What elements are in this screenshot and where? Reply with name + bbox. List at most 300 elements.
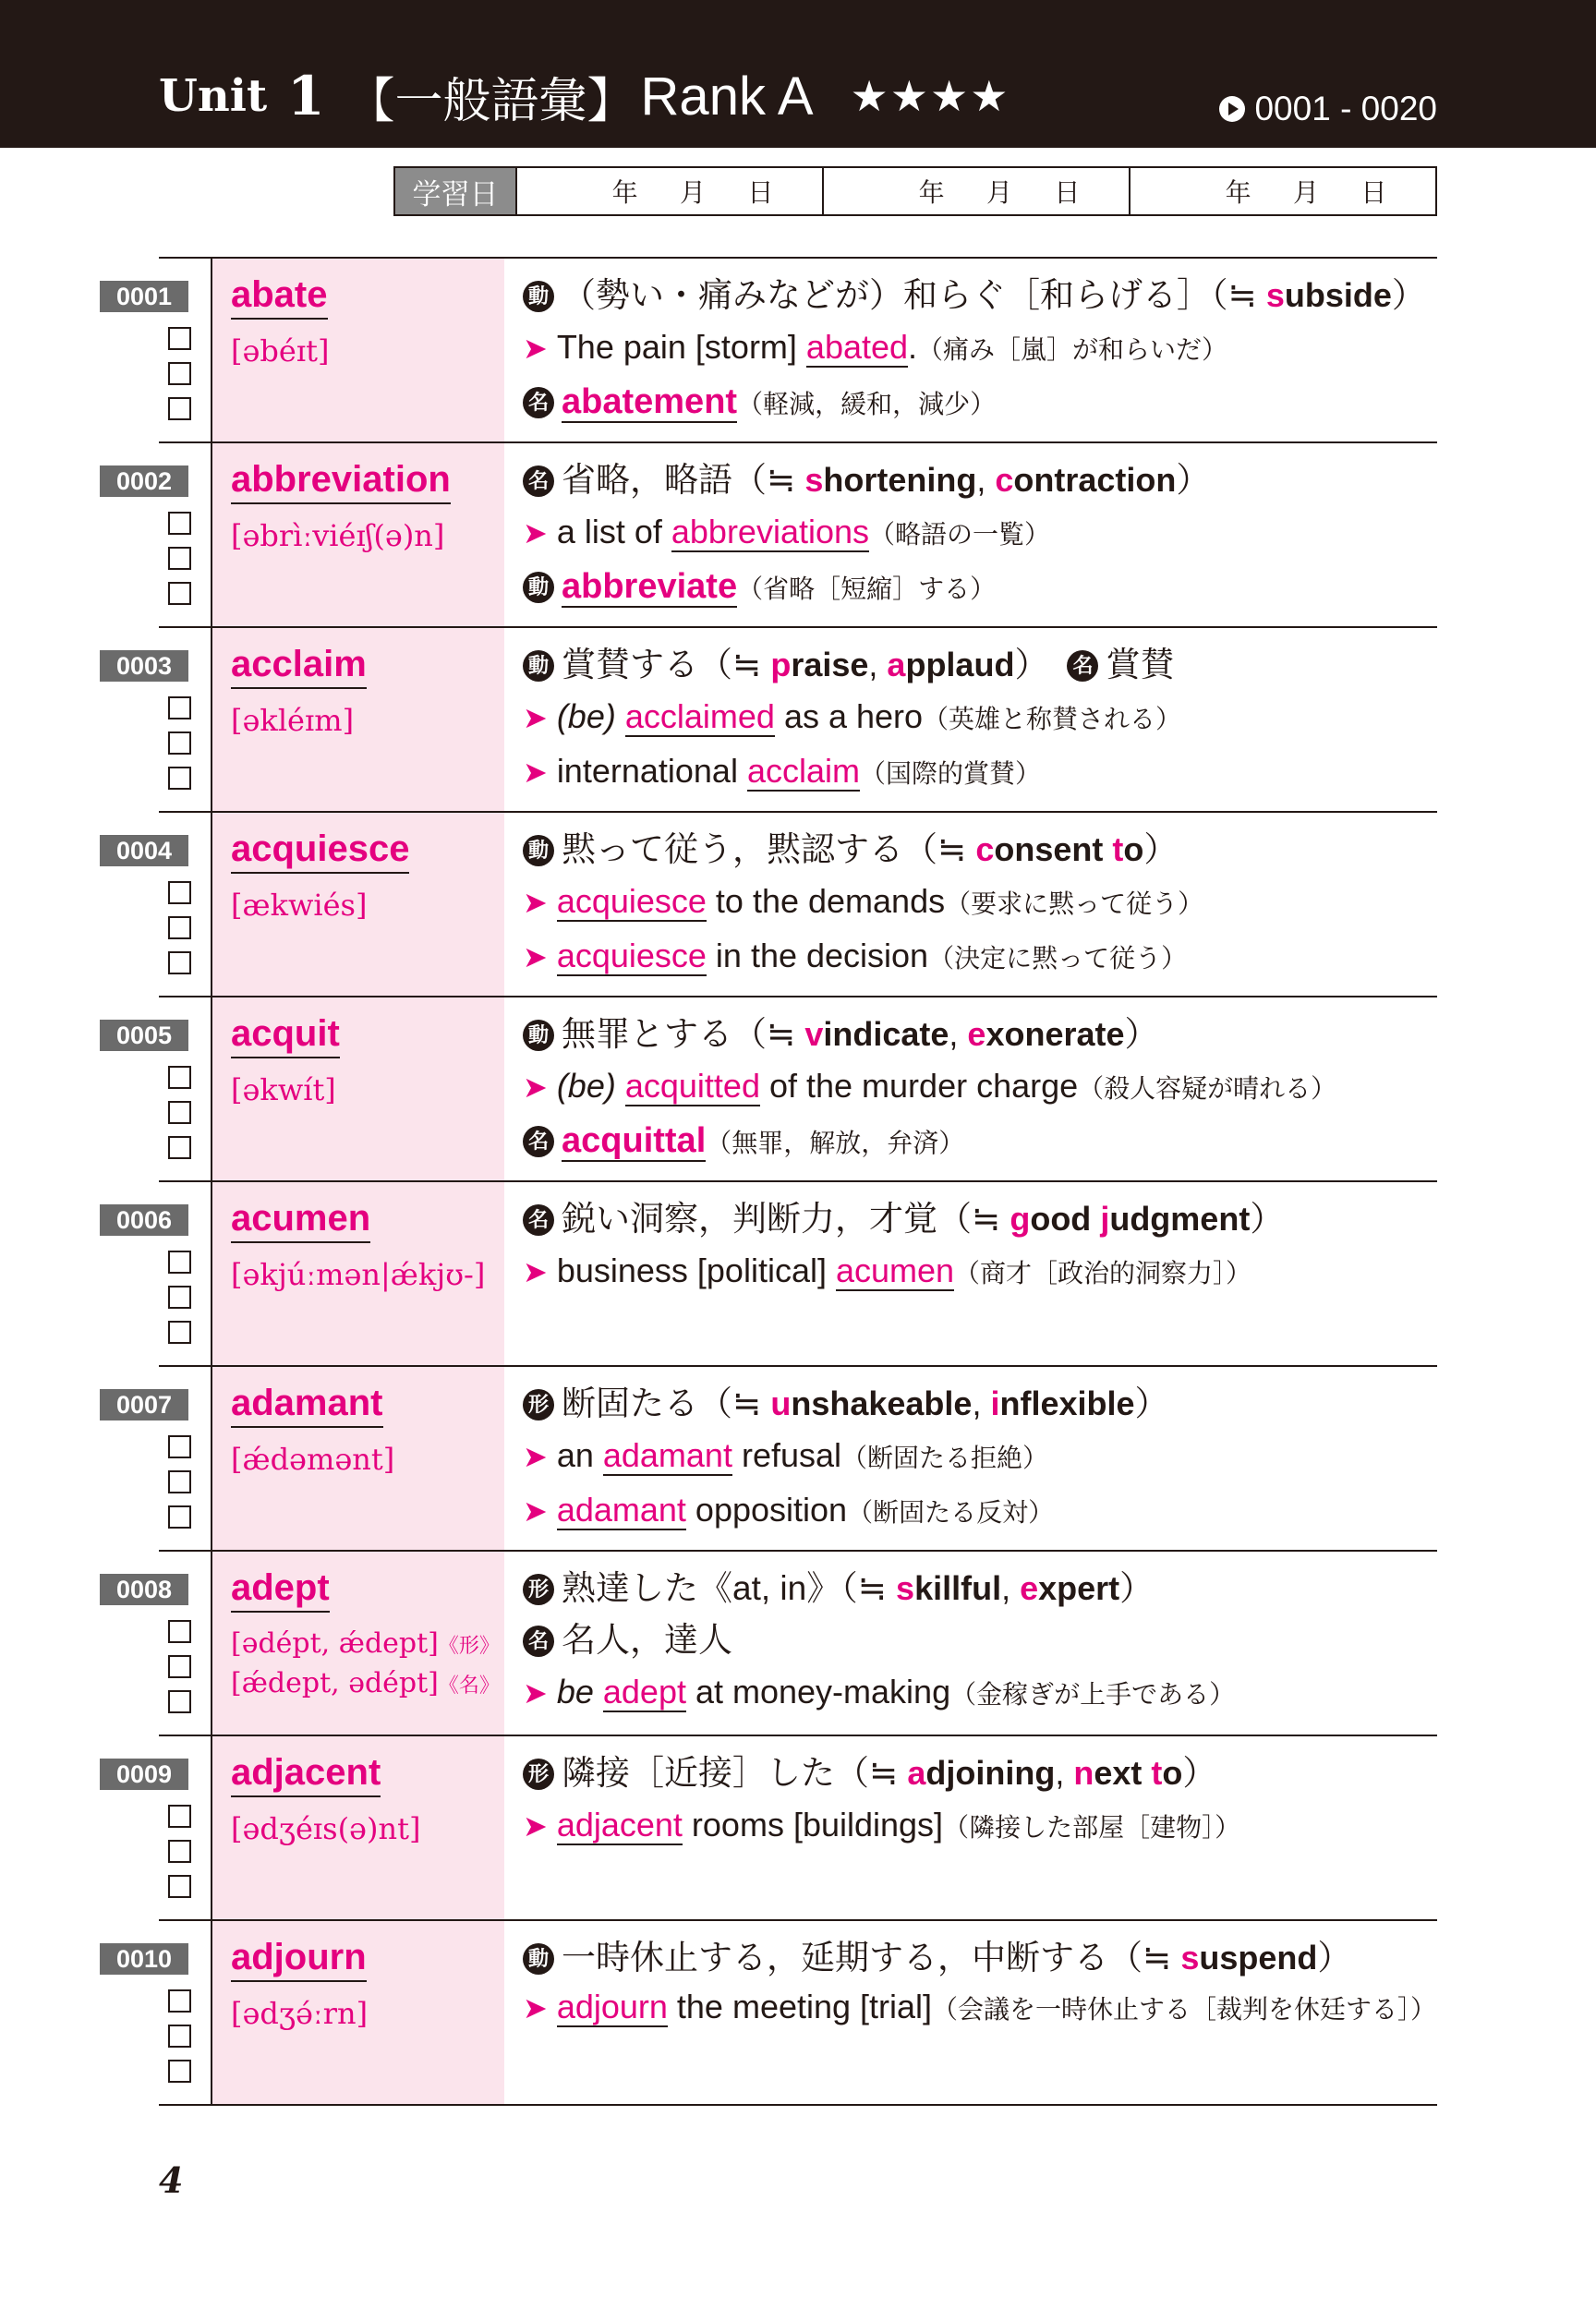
definition-line xyxy=(523,1563,1437,1614)
example-prefix: (be) xyxy=(556,697,616,735)
arrow-icon: ➤ xyxy=(523,886,548,919)
arrow-icon: ➤ xyxy=(523,1070,548,1104)
entry-number-column xyxy=(115,259,211,441)
definition-close: ） xyxy=(1134,1384,1169,1422)
synonym-initial: n xyxy=(1073,1754,1094,1792)
entry-number: 0004 xyxy=(100,835,188,866)
vocab-entry xyxy=(115,443,1437,628)
example-translation: （断固たる反対） xyxy=(847,1498,1055,1527)
example-keyword: acumen xyxy=(835,1251,955,1289)
arrow-icon: ➤ xyxy=(523,516,548,550)
vocab-entry xyxy=(115,813,1437,997)
definition-column xyxy=(504,1552,1437,1735)
synonym-rest: ubside xyxy=(1284,276,1392,314)
example-text: to the demands xyxy=(706,882,946,920)
checkboxes xyxy=(168,512,191,617)
vocabulary-list xyxy=(115,257,1437,2106)
example-translation: （国際的賞賛） xyxy=(859,759,1041,788)
arrow-icon: ➤ xyxy=(523,1676,548,1710)
definition-column xyxy=(504,1182,1437,1365)
study-date-table xyxy=(393,166,1437,216)
headword: adjacent xyxy=(231,1751,381,1797)
entry-number: 0003 xyxy=(100,650,188,682)
definition-close: ） xyxy=(1143,830,1179,868)
arrow-icon: ➤ xyxy=(523,1255,548,1288)
example-translation: （金稼ぎが上手である） xyxy=(950,1680,1236,1709)
unit-word: Unit xyxy=(159,70,268,122)
synonym-separator: , xyxy=(1001,1569,1021,1607)
definition-line xyxy=(523,1193,1437,1245)
example-keyword: adjacent xyxy=(556,1806,683,1844)
pos-adjective-icon: 形 xyxy=(523,1759,554,1790)
month-label: 月 xyxy=(1292,177,1319,208)
pronunciation-tag: 《形》 xyxy=(438,1635,500,1658)
derivative-line xyxy=(523,1115,1437,1169)
headword-column xyxy=(211,443,504,626)
play-icon[interactable] xyxy=(1219,96,1245,122)
example-text: as a hero xyxy=(774,697,924,735)
pos-noun-icon: 名 xyxy=(523,387,554,418)
example-text: business [political] xyxy=(556,1251,836,1289)
example-keyword: adamant xyxy=(556,1491,686,1529)
headword-column xyxy=(211,997,504,1180)
synonym-initial: t xyxy=(1151,1754,1163,1792)
year-label: 年 xyxy=(918,177,945,208)
synonym-initial: s xyxy=(1265,276,1285,314)
checkbox[interactable] xyxy=(168,1655,191,1678)
checkbox[interactable] xyxy=(168,767,191,790)
example-translation: （略語の一覧） xyxy=(869,520,1051,549)
entry-number-column xyxy=(115,443,211,626)
study-date-label: 学習日 xyxy=(395,168,517,214)
definition-line xyxy=(523,454,1437,506)
synonym-rest: pplaud xyxy=(905,646,1015,683)
checkbox[interactable] xyxy=(168,916,191,939)
definition-column xyxy=(504,813,1437,996)
checkbox[interactable] xyxy=(168,696,191,719)
example-keyword: acquitted xyxy=(624,1067,760,1105)
example-text: The pain [storm] xyxy=(556,328,806,366)
definition-close: ） xyxy=(1250,1200,1285,1238)
definition-close: ） xyxy=(1176,461,1211,499)
definition-column xyxy=(504,997,1437,1180)
checkboxes xyxy=(168,1805,191,1910)
definition-close: ） xyxy=(1014,646,1049,683)
pronunciation xyxy=(231,1626,504,1665)
checkbox[interactable] xyxy=(168,881,191,904)
synonym-separator: , xyxy=(868,646,888,683)
study-date-cell[interactable] xyxy=(822,168,1129,214)
definition-column xyxy=(504,628,1437,811)
example-line xyxy=(523,876,1437,930)
entry-number: 0001 xyxy=(100,281,188,312)
headword: abate xyxy=(231,273,328,320)
definition-column xyxy=(504,1736,1437,1919)
checkbox[interactable] xyxy=(168,512,191,535)
headword: abbreviation xyxy=(231,458,451,504)
checkbox[interactable] xyxy=(168,362,191,385)
definition-close: ） xyxy=(1391,276,1426,314)
example-line xyxy=(523,1984,1437,2033)
checkbox[interactable] xyxy=(168,1690,191,1713)
entry-number-column xyxy=(115,628,211,811)
pronunciation: [əbéɪt] xyxy=(231,333,330,369)
example-text: rooms [buildings] xyxy=(682,1806,944,1844)
headword: adept xyxy=(231,1566,330,1613)
example-translation: （隣接した部屋［建物］） xyxy=(943,1813,1241,1842)
entry-number: 0006 xyxy=(100,1204,188,1236)
pos-noun-icon: 名 xyxy=(523,1626,554,1657)
definition-text: 黙って従う，黙認する（≒ xyxy=(562,830,976,868)
definition-line xyxy=(523,1614,1437,1666)
checkboxes xyxy=(168,1251,191,1356)
pos-verb-icon: 動 xyxy=(523,1020,554,1051)
headword: acquit xyxy=(231,1012,340,1058)
definition-text: 賞賛する（≒ xyxy=(562,646,771,683)
example-line xyxy=(523,691,1437,745)
example-translation: （殺人容疑が晴れる） xyxy=(1078,1074,1337,1103)
headword: acquiesce xyxy=(231,828,409,874)
synonym-rest: ood xyxy=(1030,1200,1101,1238)
example-text: . xyxy=(908,328,918,366)
definition-line xyxy=(523,1747,1437,1799)
definition-text: （勢い・痛みなどが）和らぐ［和らげる］（≒ xyxy=(562,276,1266,314)
example-translation: （商才［政治的洞察力］） xyxy=(954,1259,1252,1287)
pronunciation-adjective: [ədépt, ǽdept] xyxy=(231,1627,439,1660)
day-label: 日 xyxy=(1360,177,1387,208)
pronunciation: [ækwiés] xyxy=(231,888,368,923)
checkboxes xyxy=(168,1066,191,1171)
derivative-meaning: （省略［短縮］する） xyxy=(737,574,997,603)
year-label: 年 xyxy=(1225,177,1251,208)
checkbox[interactable] xyxy=(168,1505,191,1529)
synonym-initial: v xyxy=(804,1015,824,1053)
pos-verb-icon: 動 xyxy=(523,572,554,603)
example-line xyxy=(523,321,1437,376)
example-translation: （断固たる拒絶） xyxy=(841,1444,1049,1472)
entry-number: 0002 xyxy=(100,465,188,497)
entry-number: 0007 xyxy=(100,1389,188,1420)
checkbox[interactable] xyxy=(168,327,191,350)
definition-text: 隣接［近接］した（≒ xyxy=(562,1754,908,1792)
synonym-rest: killful xyxy=(914,1569,1002,1607)
checkbox[interactable] xyxy=(168,1136,191,1159)
checkbox[interactable] xyxy=(168,1321,191,1344)
headword: adjourn xyxy=(231,1936,367,1982)
entry-number-column xyxy=(115,1736,211,1919)
headword-column xyxy=(211,628,504,811)
definition-text: 名人，達人 xyxy=(562,1621,732,1659)
checkbox[interactable] xyxy=(168,1066,191,1089)
checkbox[interactable] xyxy=(168,951,191,974)
synonym-rest: uspend xyxy=(1199,1939,1318,1977)
definition-text: 熟達した《at, in》（≒ xyxy=(562,1569,897,1607)
page-number: 4 xyxy=(159,2159,184,2201)
vocab-entry xyxy=(115,1367,1437,1552)
pos-noun-icon: 名 xyxy=(523,1204,554,1236)
unit-header xyxy=(0,0,1596,148)
synonym-separator: , xyxy=(1055,1754,1074,1792)
example-line xyxy=(523,1666,1437,1721)
synonym-initial: g xyxy=(1010,1200,1031,1238)
example-keyword: adept xyxy=(602,1673,686,1711)
example-keyword: adjourn xyxy=(556,1988,668,2025)
headword: acumen xyxy=(231,1197,370,1243)
example-keyword: acquiesce xyxy=(556,882,707,920)
example-text: refusal xyxy=(732,1436,842,1474)
definition-text: 断固たる（≒ xyxy=(562,1384,771,1422)
example-prefix: (be) xyxy=(556,1067,616,1105)
example-prefix: be xyxy=(556,1673,594,1711)
checkboxes xyxy=(168,1620,191,1725)
definition-column xyxy=(504,1921,1437,2104)
vocab-entry xyxy=(115,997,1437,1182)
arrow-icon: ➤ xyxy=(523,701,548,734)
checkbox[interactable] xyxy=(168,397,191,420)
pronunciation xyxy=(231,1665,504,1705)
definition-line xyxy=(523,1009,1437,1060)
pos-noun-icon: 名 xyxy=(523,1126,554,1157)
synonym-rest: udgment xyxy=(1109,1200,1251,1238)
definition-close: ） xyxy=(1317,1939,1352,1977)
synonym-rest: ext xyxy=(1094,1754,1152,1792)
example-translation: （決定に黙って従う） xyxy=(928,944,1188,973)
definition-column xyxy=(504,1367,1437,1550)
checkbox[interactable] xyxy=(168,1470,191,1493)
unit-number: 1 xyxy=(287,65,325,127)
pos-adjective-icon: 形 xyxy=(523,1574,554,1605)
derivative-word: abbreviate xyxy=(562,567,738,606)
definition-close: ） xyxy=(1119,1569,1155,1607)
headword-column xyxy=(211,813,504,996)
pos-verb-icon: 動 xyxy=(523,1943,554,1975)
checkbox[interactable] xyxy=(168,1101,191,1124)
checkbox[interactable] xyxy=(168,1875,191,1898)
month-label: 月 xyxy=(985,177,1012,208)
vocab-entry xyxy=(115,1552,1437,1736)
pos-noun-icon: 名 xyxy=(523,465,554,497)
synonym-initial: j xyxy=(1100,1200,1110,1238)
day-label: 日 xyxy=(747,177,774,208)
example-text: in the decision xyxy=(706,937,929,974)
example-translation: （英雄と称賛される） xyxy=(923,705,1182,733)
example-text: of the murder charge xyxy=(759,1067,1079,1105)
derivative-word: abatement xyxy=(562,382,738,421)
example-text: an xyxy=(556,1436,603,1474)
checkbox[interactable] xyxy=(168,2025,191,2048)
checkbox[interactable] xyxy=(168,1251,191,1274)
unit-category: 【一般語彙】 xyxy=(346,73,635,129)
example-translation: （会議を一時休止する［裁判を休廷する］） xyxy=(932,1995,1437,2024)
unit-title xyxy=(159,59,1010,133)
example-line xyxy=(523,1430,1437,1484)
pronunciation: [əkwít] xyxy=(231,1072,336,1107)
definition-line xyxy=(523,270,1437,321)
checkbox[interactable] xyxy=(168,547,191,570)
rank-stars: ★★★★ xyxy=(850,71,1010,121)
example-line xyxy=(523,1060,1437,1115)
headword: adamant xyxy=(231,1382,383,1428)
checkboxes xyxy=(168,1435,191,1541)
pronunciation: [əkjúːmən|ǽkjʊ-] xyxy=(231,1257,486,1292)
synonym-rest: o xyxy=(1123,830,1144,868)
headword-column xyxy=(211,1367,504,1550)
pos-noun-icon: 名 xyxy=(1067,650,1098,682)
arrow-icon: ➤ xyxy=(523,940,548,973)
vocab-entry xyxy=(115,1736,1437,1921)
synonym-rest: o xyxy=(1162,1754,1183,1792)
checkbox[interactable] xyxy=(168,2060,191,2083)
synonym-rest: djoining xyxy=(925,1754,1056,1792)
pos-adjective-icon: 形 xyxy=(523,1389,554,1420)
synonym-rest: hortening xyxy=(823,461,977,499)
checkboxes xyxy=(168,1989,191,2095)
pronunciation: [əkléɪm] xyxy=(231,703,355,738)
synonym-rest: onsent xyxy=(994,830,1113,868)
vocab-entry xyxy=(115,1182,1437,1367)
study-date-cell[interactable] xyxy=(517,168,822,214)
example-text: the meeting [trial] xyxy=(667,1988,933,2025)
entry-number-column xyxy=(115,1182,211,1365)
pos-verb-icon: 動 xyxy=(523,835,554,866)
definition-line xyxy=(523,1378,1437,1430)
synonym-rest: ontraction xyxy=(1013,461,1177,499)
example-keyword: abbreviations xyxy=(671,513,870,550)
synonym-initial: c xyxy=(975,830,995,868)
example-text: opposition xyxy=(685,1491,848,1529)
entry-number-column xyxy=(115,1552,211,1735)
arrow-icon: ➤ xyxy=(523,1809,548,1843)
definition-text: 鋭い洞察，判断力，才覚（≒ xyxy=(562,1200,1010,1238)
example-line xyxy=(523,1245,1437,1300)
month-label: 月 xyxy=(679,177,706,208)
example-keyword: acquiesce xyxy=(556,937,707,974)
headword: acclaim xyxy=(231,643,367,689)
study-date-cell[interactable] xyxy=(1129,168,1435,214)
definition-close: ） xyxy=(1182,1754,1217,1792)
example-line xyxy=(523,930,1437,985)
synonym-rest: raise xyxy=(791,646,869,683)
entry-number-column xyxy=(115,997,211,1180)
checkbox[interactable] xyxy=(168,731,191,755)
checkbox[interactable] xyxy=(168,582,191,605)
synonym-rest: nshakeable xyxy=(791,1384,973,1422)
synonym-rest: xonerate xyxy=(985,1015,1125,1053)
checkbox[interactable] xyxy=(168,1286,191,1309)
arrow-icon: ➤ xyxy=(523,332,548,365)
checkboxes xyxy=(168,696,191,802)
derivative-word: acquittal xyxy=(562,1121,707,1160)
example-translation: （要求に黙って従う） xyxy=(945,889,1204,918)
example-line xyxy=(523,745,1437,800)
synonym-initial: t xyxy=(1112,830,1124,868)
synonym-initial: s xyxy=(804,461,824,499)
pronunciation: [ədʒə́ːrn] xyxy=(231,1996,369,2031)
year-label: 年 xyxy=(611,177,638,208)
example-text: international xyxy=(556,752,747,790)
checkbox[interactable] xyxy=(168,1805,191,1828)
unit-rank: Rank A xyxy=(640,66,814,127)
checkbox[interactable] xyxy=(168,1620,191,1643)
checkboxes xyxy=(168,327,191,432)
definition-text: 無罪とする（≒ xyxy=(562,1015,805,1053)
example-keyword: adamant xyxy=(602,1436,732,1474)
checkbox[interactable] xyxy=(168,1435,191,1458)
vocab-entry xyxy=(115,1921,1437,2106)
synonym-separator: , xyxy=(976,461,996,499)
example-keyword: acclaim xyxy=(746,752,860,790)
pos-verb-icon: 動 xyxy=(523,281,554,312)
pos-verb-icon: 動 xyxy=(523,650,554,682)
vocab-entry xyxy=(115,628,1437,813)
definition-column xyxy=(504,443,1437,626)
synonym-initial: i xyxy=(990,1384,1000,1422)
entry-number: 0010 xyxy=(100,1943,188,1975)
headword-column xyxy=(211,1921,504,2104)
checkbox[interactable] xyxy=(168,1840,191,1863)
synonym-initial: p xyxy=(770,646,792,683)
pronunciation: [ədʒéɪs(ə)nt] xyxy=(231,1811,421,1846)
entry-number: 0008 xyxy=(100,1574,188,1605)
entry-number-column xyxy=(115,1921,211,2104)
definition-close: ） xyxy=(1124,1015,1159,1053)
derivative-meaning: （軽減，緩和，減少） xyxy=(737,390,997,418)
checkbox[interactable] xyxy=(168,1989,191,2013)
synonym-rest: indicate xyxy=(823,1015,949,1053)
definition-text: 一時休止する，延期する，中断する（≒ xyxy=(562,1939,1181,1977)
example-keyword: acclaimed xyxy=(624,697,775,735)
example-text: a list of xyxy=(556,513,671,550)
audio-track-range[interactable] xyxy=(1219,85,1437,133)
synonym-separator: , xyxy=(949,1015,968,1053)
arrow-icon: ➤ xyxy=(523,1494,548,1528)
synonym-initial: u xyxy=(770,1384,792,1422)
definition-line xyxy=(523,639,1437,691)
example-keyword: abated xyxy=(805,328,909,366)
definition-column xyxy=(504,259,1437,441)
pronunciation: [əbrìːviéɪʃ(ə)n] xyxy=(231,518,445,553)
definition-line xyxy=(523,824,1437,876)
example-line xyxy=(523,1484,1437,1539)
pronunciation-tag: 《名》 xyxy=(438,1674,500,1698)
example-line xyxy=(523,506,1437,561)
entry-number: 0005 xyxy=(100,1020,188,1051)
pronunciation-noun: [ǽdept, ədépt] xyxy=(231,1667,439,1699)
entry-number-column xyxy=(115,813,211,996)
derivative-line xyxy=(523,376,1437,430)
synonym-initial: s xyxy=(896,1569,915,1607)
track-range-text: 0001 - 0020 xyxy=(1254,90,1437,127)
headword-column xyxy=(211,259,504,441)
pronunciation: [ǽdəmənt] xyxy=(231,1442,395,1477)
synonym-initial: a xyxy=(887,646,906,683)
synonym-initial: a xyxy=(907,1754,926,1792)
checkboxes xyxy=(168,881,191,986)
entry-number-column xyxy=(115,1367,211,1550)
entry-number: 0009 xyxy=(100,1759,188,1790)
synonym-rest: xpert xyxy=(1038,1569,1120,1607)
arrow-icon: ➤ xyxy=(523,1440,548,1473)
synonym-initial: s xyxy=(1180,1939,1200,1977)
headword-column xyxy=(211,1182,504,1365)
headword-column xyxy=(211,1736,504,1919)
headword-column xyxy=(211,1552,504,1735)
day-label: 日 xyxy=(1054,177,1081,208)
synonym-initial: e xyxy=(1020,1569,1039,1607)
synonym-initial: e xyxy=(967,1015,986,1053)
arrow-icon: ➤ xyxy=(523,756,548,789)
arrow-icon: ➤ xyxy=(523,1991,548,2025)
